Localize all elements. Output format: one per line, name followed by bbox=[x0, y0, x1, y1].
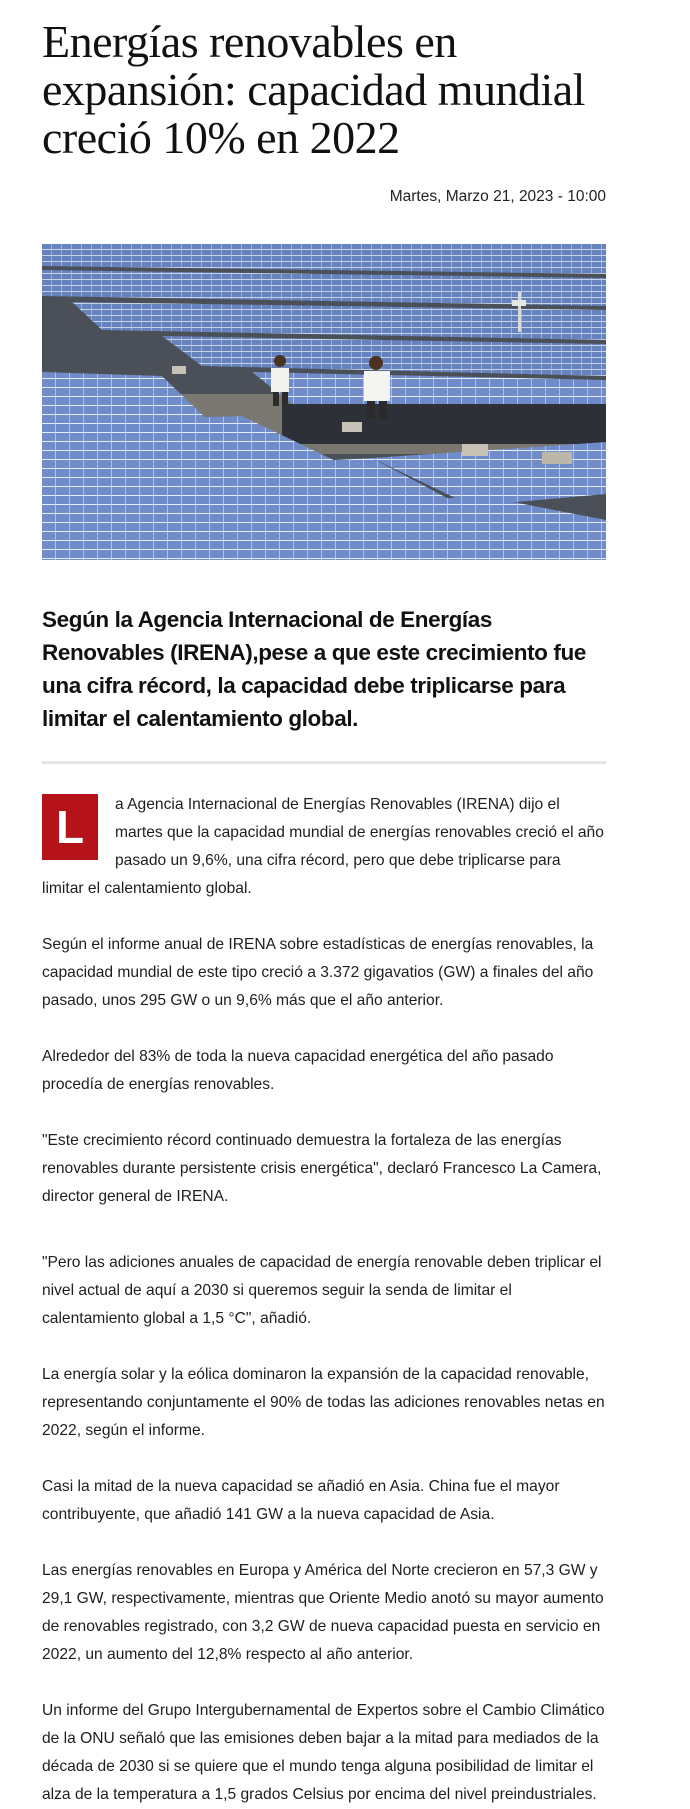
article-lead: Según la Agencia Internacional de Energías Renovables (IRENA),pese a que este crecimiento fue una cifra récord, la capacidad debe triplicarse para limitar el calentamiento global. bbox=[42, 607, 586, 731]
paragraph: Según el informe anual de IRENA sobre estadísticas de energías renovables, la capacidad mundial de este tipo creció a 3.372 gigavatios (GW) a finales del año pasado, unos 295 GW o un 9,6% más que el año anterior. bbox=[42, 936, 594, 1009]
article bbox=[42, 0, 606, 1809]
paragraph: "Este crecimiento récord continuado demuestra la fortaleza de las energías renovables durante persistente crisis energética", declaró Francesco La Camera, director general de IRENA. bbox=[42, 1132, 602, 1205]
article-title: Energías renovables en expansión: capacidad mundial creció 10% en 2022 bbox=[42, 16, 585, 163]
article-body bbox=[42, 791, 606, 1809]
paragraph-text: a Agencia Internacional de Energías Renovables (IRENA) dijo el martes que la capacidad mundial de energías renovables creció el año pasado un 9,6%, una cifra récord, pero que debe triplicarse para limitar el calentamiento global. bbox=[42, 796, 604, 897]
paragraph: Las energías renovables en Europa y América del Norte crecieron en 57,3 GW y 29,1 GW, respectivamente, mientras que Oriente Medio anotó su mayor aumento de renovables registrado, con 3,2 GW de nueva capacidad puesta en servicio en 2022, un aumento del 12,8% respecto al año anterior. bbox=[42, 1562, 604, 1663]
drop-cap: L bbox=[42, 794, 98, 860]
article-date: Martes, Marzo 21, 2023 - 10:00 bbox=[389, 188, 606, 205]
paragraph: Un informe del Grupo Intergubernamental de Expertos sobre el Cambio Climático de la ONU señaló que las emisiones deben bajar a la mitad para mediados de la década de 2030 si se quiere que el mundo tenga alguna posibilidad de limitar el alza de la temperatura a 1,5 grados Celsius por encima del nivel preindustriales. bbox=[42, 1702, 605, 1803]
first-paragraph bbox=[42, 791, 606, 903]
paragraph: Alrededor del 83% de toda la nueva capacidad energética del año pasado procedía de energías renovables. bbox=[42, 1048, 554, 1093]
solar-panels-photo bbox=[42, 244, 606, 560]
divider bbox=[42, 761, 606, 764]
paragraph: La energía solar y la eólica dominaron la expansión de la capacidad renovable, representando conjuntamente el 90% de todas las adiciones renovables netas en 2022, según el informe. bbox=[42, 1366, 605, 1439]
paragraph: "Pero las adiciones anuales de capacidad de energía renovable deben triplicar el nivel actual de aquí a 2030 si queremos seguir la senda de limitar el calentamiento global a 1,5 °C", añadió. bbox=[42, 1254, 602, 1327]
paragraph: Casi la mitad de la nueva capacidad se añadió en Asia. China fue el mayor contribuyente, que añadió 141 GW a la nueva capacidad de Asia. bbox=[42, 1478, 560, 1523]
